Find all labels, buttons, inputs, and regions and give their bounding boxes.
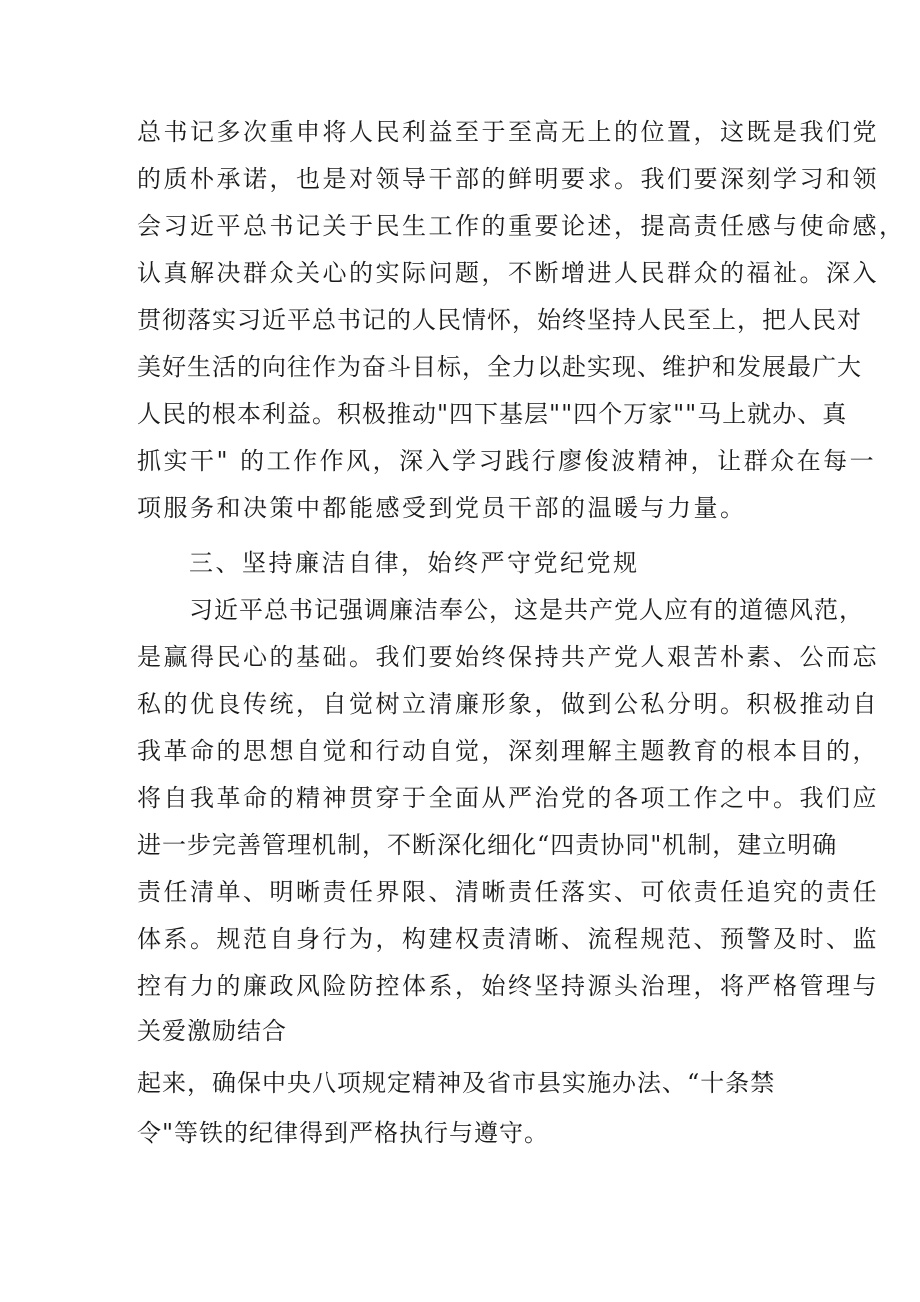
paragraph-2-line-8: 体系。规范自身行为，构建权责清晰、流程规范、预警及时、监 [137,925,879,953]
paragraph-1-line-8: 抓实干" 的工作作风，深入学习践行廖俊波精神，让群众在每一 [137,447,877,475]
paragraph-1-line-4: 认真解决群众关心的实际问题，不断增进人民群众的福祉。深入 [137,259,879,287]
paragraph-1-line-3: 会习近平总书记关于民生工作的重要论述，提高责任感与使命感， [137,212,906,240]
section-heading: 三、坚持廉洁自律，始终严守党纪党规 [189,549,640,577]
paragraph-2-line-7: 责任清单、明晰责任界限、清晰责任落实、可依责任追究的责任 [137,878,879,906]
paragraph-1-line-9: 项服务和决策中都能感受到党员干部的温暖与力量。 [137,494,747,522]
paragraph-2-line-2: 是赢得民心的基础。我们要始终保持共产党人艰苦朴素、公而忘 [137,643,879,671]
paragraph-2-line-3: 私的优良传统，自觉树立清廉形象，做到公私分明。积极推动自 [137,690,879,718]
paragraph-1-line-1: 总书记多次重申将人民利益至于至高无上的位置，这既是我们党 [137,118,879,146]
paragraph-1-line-6: 美好生活的向往作为奋斗目标，全力以赴实现、维护和发展最广大 [137,353,862,381]
paragraph-2-line-1: 习近平总书记强调廉洁奉公，这是共产党人应有的道德风范， [189,596,864,624]
paragraph-2-line-9: 控有力的廉政风险防控体系，始终坚持源头治理，将严格管理与 [137,972,879,1000]
paragraph-1-line-7: 人民的根本利益。积极推动"四下基层""四个万家""马上就办、真 [137,400,848,428]
paragraph-2-line-10: 关爱激励结合 [137,1017,287,1045]
paragraph-1-line-5: 贯彻落实习近平总书记的人民情怀，始终坚持人民至上，把人民对 [137,306,862,334]
paragraph-2-line-12: 令"等铁的纪律得到严格执行与遵守。 [137,1119,550,1147]
paragraph-2-line-4: 我革命的思想自觉和行动自觉，深刻理解主题教育的根本目的， [137,737,879,765]
paragraph-2-line-6: 进一步完善管理机制，不断深化细化“四责协同"机制，建立明确 [137,831,838,859]
paragraph-2-line-5: 将自我革命的精神贯穿于全面从严治党的各项工作之中。我们应 [137,784,879,812]
paragraph-2-line-11: 起来，确保中央八项规定精神及省市县实施办法、“十条禁 [137,1069,776,1097]
paragraph-1-line-2: 的质朴承诺，也是对领导干部的鲜明要求。我们要深刻学习和领 [137,165,879,193]
